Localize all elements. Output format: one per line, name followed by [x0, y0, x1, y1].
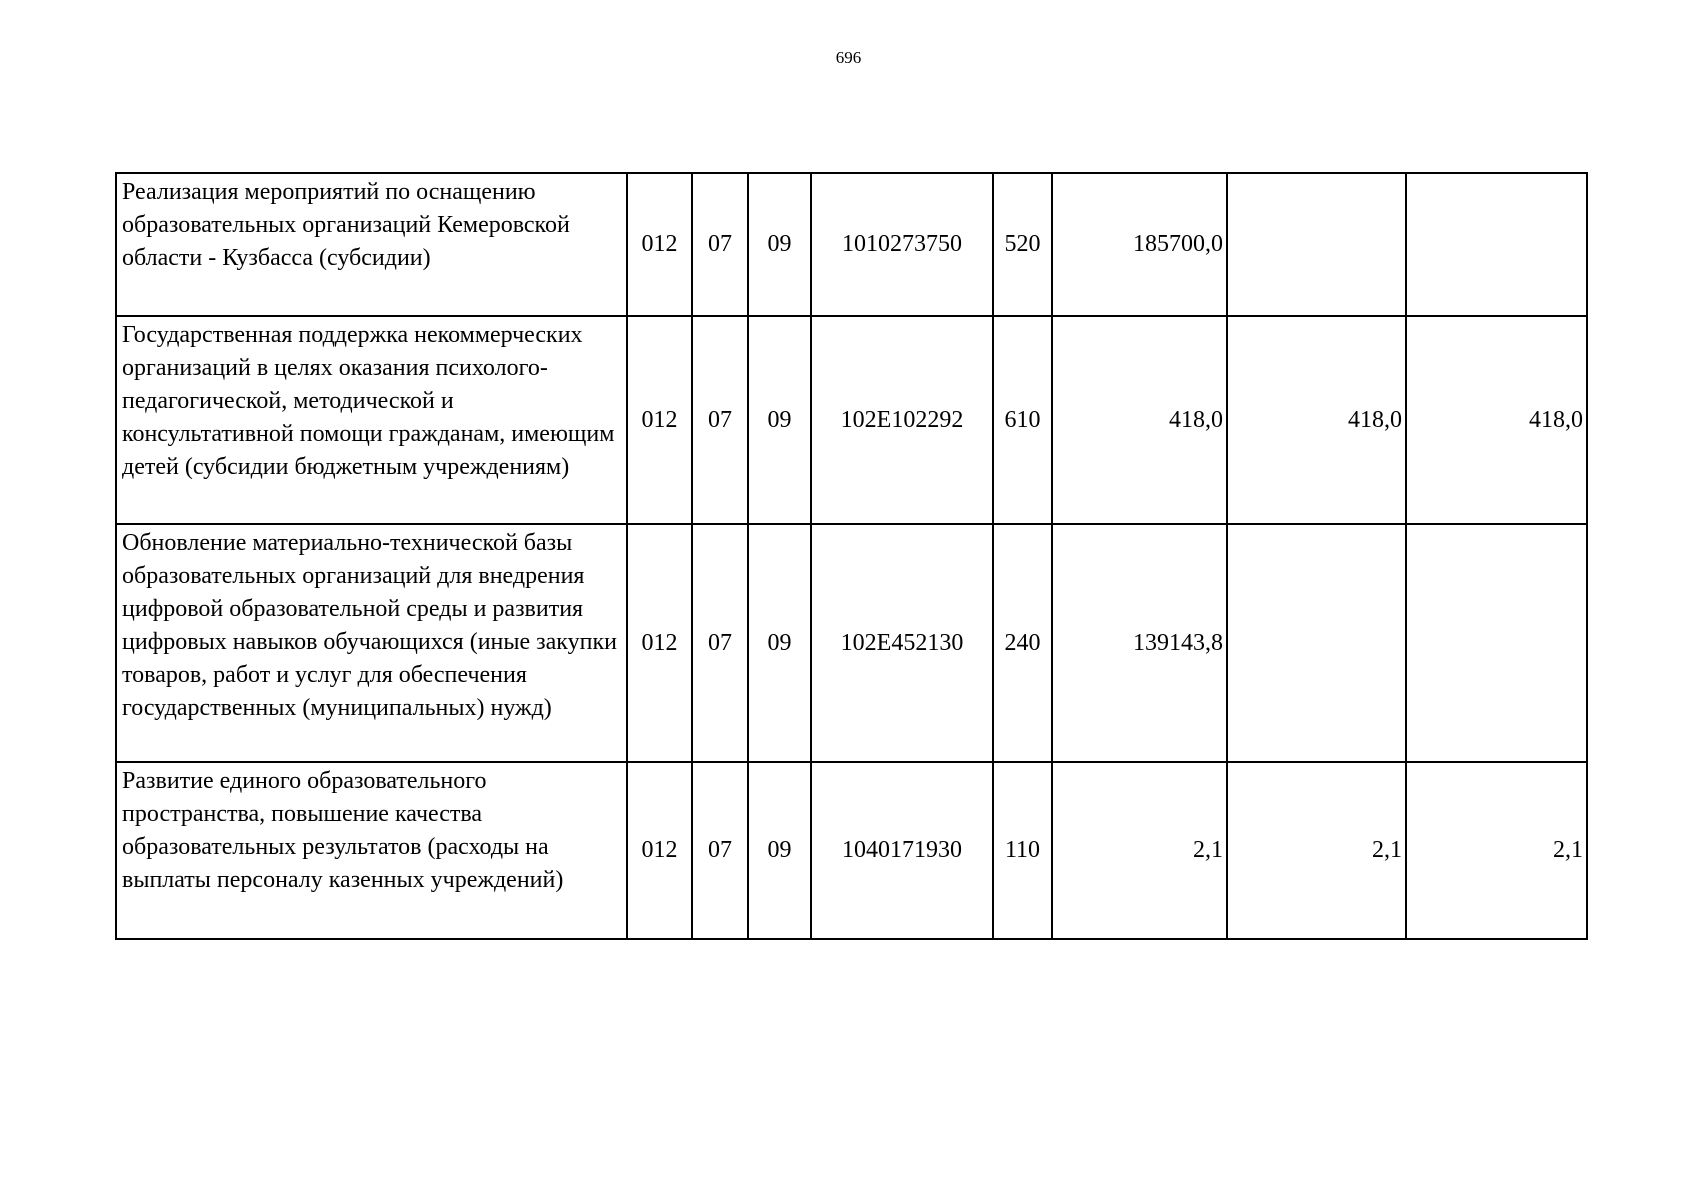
target-article-code: 1010273750 — [811, 173, 993, 316]
budget-table — [115, 172, 1588, 940]
amount-year-1: 418,0 — [1052, 316, 1227, 524]
target-article-code: 102E102292 — [811, 316, 993, 524]
amount-year-3 — [1406, 173, 1587, 316]
table-row — [116, 524, 1587, 762]
amount-year-1: 139143,8 — [1052, 524, 1227, 762]
expense-type-code: 110 — [993, 762, 1052, 939]
ministry-code: 012 — [627, 316, 692, 524]
amount-year-3: 418,0 — [1406, 316, 1587, 524]
amount-year-2 — [1227, 524, 1406, 762]
table-row — [116, 762, 1587, 939]
ministry-code: 012 — [627, 173, 692, 316]
amount-year-3 — [1406, 524, 1587, 762]
row-description: Обновление материально-технической базы образовательных организаций для внедрения цифровой образовательной среды и развития цифровых навыков обучающихся (иные закупки товаров, работ и услуг для обеспечения государственных (муниципальных) нужд) — [116, 524, 627, 762]
subsection-code: 09 — [748, 173, 811, 316]
row-description: Развитие единого образовательного пространства, повышение качества образовательных результатов (расходы на выплаты персоналу казенных учреждений) — [116, 762, 627, 939]
section-code: 07 — [692, 173, 748, 316]
expense-type-code: 240 — [993, 524, 1052, 762]
row-description: Государственная поддержка некоммерческих организаций в целях оказания психолого-педагогической, методической и консультативной помощи гражданам, имеющим детей (субсидии бюджетным учреждениям) — [116, 316, 627, 524]
target-article-code: 102E452130 — [811, 524, 993, 762]
table-row — [116, 173, 1587, 316]
amount-year-2: 2,1 — [1227, 762, 1406, 939]
amount-year-2 — [1227, 173, 1406, 316]
ministry-code: 012 — [627, 762, 692, 939]
expense-type-code: 520 — [993, 173, 1052, 316]
amount-year-1: 2,1 — [1052, 762, 1227, 939]
amount-year-1: 185700,0 — [1052, 173, 1227, 316]
section-code: 07 — [692, 762, 748, 939]
section-code: 07 — [692, 316, 748, 524]
section-code: 07 — [692, 524, 748, 762]
amount-year-3: 2,1 — [1406, 762, 1587, 939]
subsection-code: 09 — [748, 316, 811, 524]
expense-type-code: 610 — [993, 316, 1052, 524]
ministry-code: 012 — [627, 524, 692, 762]
table-row — [116, 316, 1587, 524]
amount-year-2: 418,0 — [1227, 316, 1406, 524]
subsection-code: 09 — [748, 762, 811, 939]
page-number: 696 — [835, 48, 862, 67]
row-description: Реализация мероприятий по оснащению образовательных организаций Кемеровской области - Кузбасса (субсидии) — [116, 173, 627, 316]
subsection-code: 09 — [748, 524, 811, 762]
target-article-code: 1040171930 — [811, 762, 993, 939]
